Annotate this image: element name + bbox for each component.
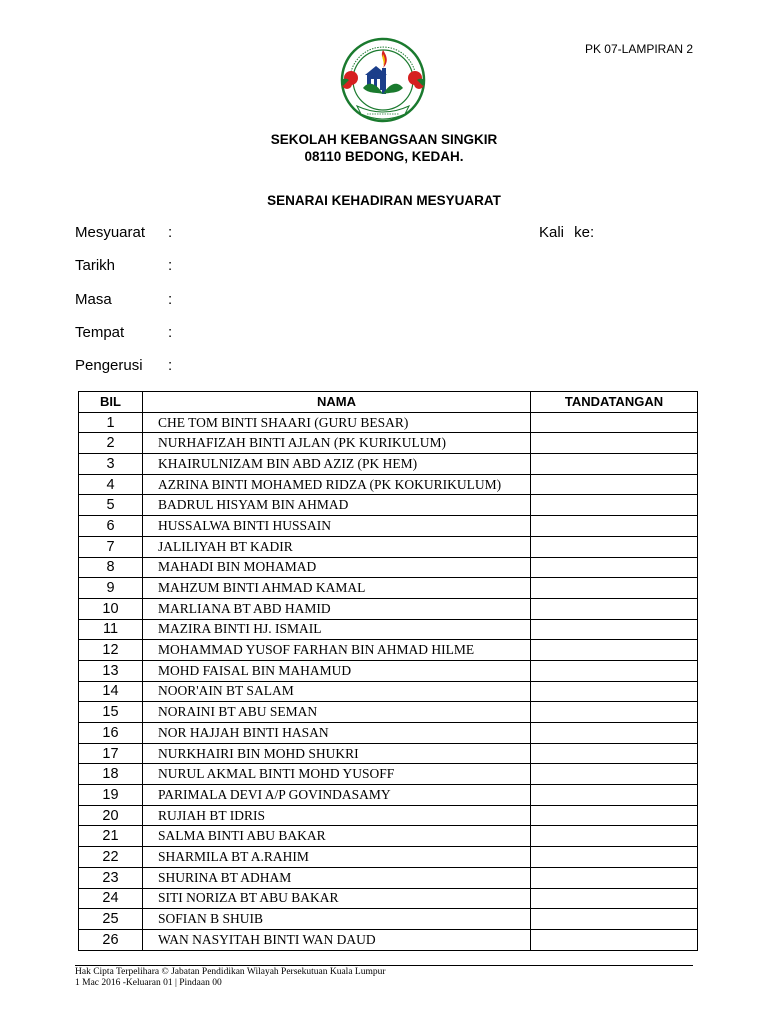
row-signature-cell[interactable] xyxy=(531,536,698,557)
row-nama: NURUL AKMAL BINTI MOHD YUSOFF xyxy=(143,764,531,785)
row-signature-cell[interactable] xyxy=(531,578,698,599)
row-signature-cell[interactable] xyxy=(531,557,698,578)
row-bil: 12 xyxy=(79,640,143,661)
table-row xyxy=(79,578,698,599)
table-row xyxy=(79,412,698,433)
row-bil: 2 xyxy=(79,433,143,454)
field-mesyuarat xyxy=(75,224,173,241)
school-crest-logo xyxy=(333,36,433,130)
row-nama: NOR HAJJAH BINTI HASAN xyxy=(143,723,531,744)
field-pengerusi xyxy=(75,357,173,374)
header-bil: BIL xyxy=(79,392,143,413)
field-tarikh xyxy=(75,257,173,274)
row-bil: 10 xyxy=(79,598,143,619)
row-bil: 23 xyxy=(79,867,143,888)
row-nama: HUSSALWA BINTI HUSSAIN xyxy=(143,516,531,537)
table-row xyxy=(79,433,698,454)
field-label: Masa xyxy=(75,291,112,308)
table-row xyxy=(79,764,698,785)
row-bil: 25 xyxy=(79,909,143,930)
row-signature-cell[interactable] xyxy=(531,640,698,661)
row-signature-cell[interactable] xyxy=(531,826,698,847)
field-label: Tempat xyxy=(75,324,125,341)
row-bil: 18 xyxy=(79,764,143,785)
row-signature-cell[interactable] xyxy=(531,764,698,785)
table-row xyxy=(79,660,698,681)
row-signature-cell[interactable] xyxy=(531,660,698,681)
attendance-rows xyxy=(79,412,698,950)
table-row xyxy=(79,888,698,909)
row-nama: SHURINA BT ADHAM xyxy=(143,867,531,888)
table-row xyxy=(79,474,698,495)
row-signature-cell[interactable] xyxy=(531,495,698,516)
row-nama: NORAINI BT ABU SEMAN xyxy=(143,702,531,723)
field-colon: : xyxy=(168,257,173,274)
row-signature-cell[interactable] xyxy=(531,723,698,744)
row-signature-cell[interactable] xyxy=(531,516,698,537)
row-signature-cell[interactable] xyxy=(531,929,698,950)
row-signature-cell[interactable] xyxy=(531,888,698,909)
table-row xyxy=(79,681,698,702)
document-title: SENARAI KEHADIRAN MESYUARAT xyxy=(267,193,501,208)
row-signature-cell[interactable] xyxy=(531,805,698,826)
table-row xyxy=(79,516,698,537)
row-signature-cell[interactable] xyxy=(531,785,698,806)
row-bil: 21 xyxy=(79,826,143,847)
field-label: Pengerusi xyxy=(75,357,143,374)
row-signature-cell[interactable] xyxy=(531,454,698,475)
row-nama: NURKHAIRI BIN MOHD SHUKRI xyxy=(143,743,531,764)
table-row xyxy=(79,598,698,619)
field-colon: : xyxy=(168,291,173,308)
row-bil: 24 xyxy=(79,888,143,909)
row-signature-cell[interactable] xyxy=(531,743,698,764)
field-colon: : xyxy=(168,224,173,241)
school-address: 08110 BEDONG, KEDAH. xyxy=(304,149,464,164)
row-nama: NURHAFIZAH BINTI AJLAN (PK KURIKULUM) xyxy=(143,433,531,454)
table-header-row xyxy=(79,392,698,413)
table-row xyxy=(79,495,698,516)
field-label: Mesyuarat xyxy=(75,224,146,241)
field-masa xyxy=(75,291,173,308)
table-row xyxy=(79,702,698,723)
footer xyxy=(75,967,386,989)
row-bil: 15 xyxy=(79,702,143,723)
row-nama: RUJIAH BT IDRIS xyxy=(143,805,531,826)
table-row xyxy=(79,536,698,557)
school-name: SEKOLAH KEBANGSAAN SINGKIR xyxy=(270,132,498,147)
row-nama: MOHD FAISAL BIN MAHAMUD xyxy=(143,660,531,681)
kali-ke-label: Kali ke: xyxy=(539,224,595,241)
row-bil: 5 xyxy=(79,495,143,516)
row-signature-cell[interactable] xyxy=(531,412,698,433)
row-signature-cell[interactable] xyxy=(531,619,698,640)
attendance-table xyxy=(78,391,698,951)
table-row xyxy=(79,619,698,640)
row-signature-cell[interactable] xyxy=(531,909,698,930)
table-row xyxy=(79,929,698,950)
header-tandatangan: TANDATANGAN xyxy=(531,392,698,413)
table-row xyxy=(79,454,698,475)
table-row xyxy=(79,557,698,578)
row-bil: 1 xyxy=(79,412,143,433)
row-nama: MAHZUM BINTI AHMAD KAMAL xyxy=(143,578,531,599)
row-bil: 4 xyxy=(79,474,143,495)
row-bil: 11 xyxy=(79,619,143,640)
table-row xyxy=(79,805,698,826)
row-signature-cell[interactable] xyxy=(531,702,698,723)
row-signature-cell[interactable] xyxy=(531,847,698,868)
row-nama: SOFIAN B SHUIB xyxy=(143,909,531,930)
row-bil: 14 xyxy=(79,681,143,702)
table-row xyxy=(79,743,698,764)
row-nama: CHE TOM BINTI SHAARI (GURU BESAR) xyxy=(143,412,531,433)
row-bil: 8 xyxy=(79,557,143,578)
table-row xyxy=(79,847,698,868)
row-signature-cell[interactable] xyxy=(531,867,698,888)
row-bil: 6 xyxy=(79,516,143,537)
footer-divider xyxy=(75,965,693,966)
footer-version: 1 Mac 2016 -Keluaran 01 | Pindaan 00 xyxy=(75,978,222,988)
school-header xyxy=(0,131,768,165)
row-nama: MAHADI BIN MOHAMAD xyxy=(143,557,531,578)
row-nama: MOHAMMAD YUSOF FARHAN BIN AHMAD HILME xyxy=(143,640,531,661)
row-nama: MARLIANA BT ABD HAMID xyxy=(143,598,531,619)
footer-copyright: Hak Cipta Terpelihara © Jabatan Pendidikan Wilayah Persekutuan Kuala Lumpur xyxy=(75,967,386,977)
field-colon: : xyxy=(168,324,173,341)
row-signature-cell[interactable] xyxy=(531,681,698,702)
table-row xyxy=(79,640,698,661)
row-bil: 17 xyxy=(79,743,143,764)
row-bil: 3 xyxy=(79,454,143,475)
row-nama: NOOR'AIN BT SALAM xyxy=(143,681,531,702)
document-code: PK 07-LAMPIRAN 2 xyxy=(584,42,693,56)
table-row xyxy=(79,785,698,806)
row-nama: WAN NASYITAH BINTI WAN DAUD xyxy=(143,929,531,950)
row-bil: 16 xyxy=(79,723,143,744)
field-label: Tarikh xyxy=(75,257,116,274)
header-nama: NAMA xyxy=(143,392,531,413)
row-nama: BADRUL HISYAM BIN AHMAD xyxy=(143,495,531,516)
table-row xyxy=(79,723,698,744)
row-nama: SITI NORIZA BT ABU BAKAR xyxy=(143,888,531,909)
row-signature-cell[interactable] xyxy=(531,474,698,495)
table-row xyxy=(79,909,698,930)
row-nama: JALILIYAH BT KADIR xyxy=(143,536,531,557)
row-bil: 26 xyxy=(79,929,143,950)
field-colon: : xyxy=(168,357,173,374)
row-nama: MAZIRA BINTI HJ. ISMAIL xyxy=(143,619,531,640)
row-bil: 20 xyxy=(79,805,143,826)
table-row xyxy=(79,867,698,888)
row-bil: 13 xyxy=(79,660,143,681)
row-nama: KHAIRULNIZAM BIN ABD AZIZ (PK HEM) xyxy=(143,454,531,475)
row-nama: AZRINA BINTI MOHAMED RIDZA (PK KOKURIKULUM) xyxy=(143,474,531,495)
row-bil: 22 xyxy=(79,847,143,868)
row-nama: PARIMALA DEVI A/P GOVINDASAMY xyxy=(143,785,531,806)
row-nama: SALMA BINTI ABU BAKAR xyxy=(143,826,531,847)
row-signature-cell[interactable] xyxy=(531,433,698,454)
row-nama: SHARMILA BT A.RAHIM xyxy=(143,847,531,868)
table-row xyxy=(79,826,698,847)
row-signature-cell[interactable] xyxy=(531,598,698,619)
row-bil: 7 xyxy=(79,536,143,557)
field-tempat xyxy=(75,324,173,341)
row-bil: 19 xyxy=(79,785,143,806)
row-bil: 9 xyxy=(79,578,143,599)
